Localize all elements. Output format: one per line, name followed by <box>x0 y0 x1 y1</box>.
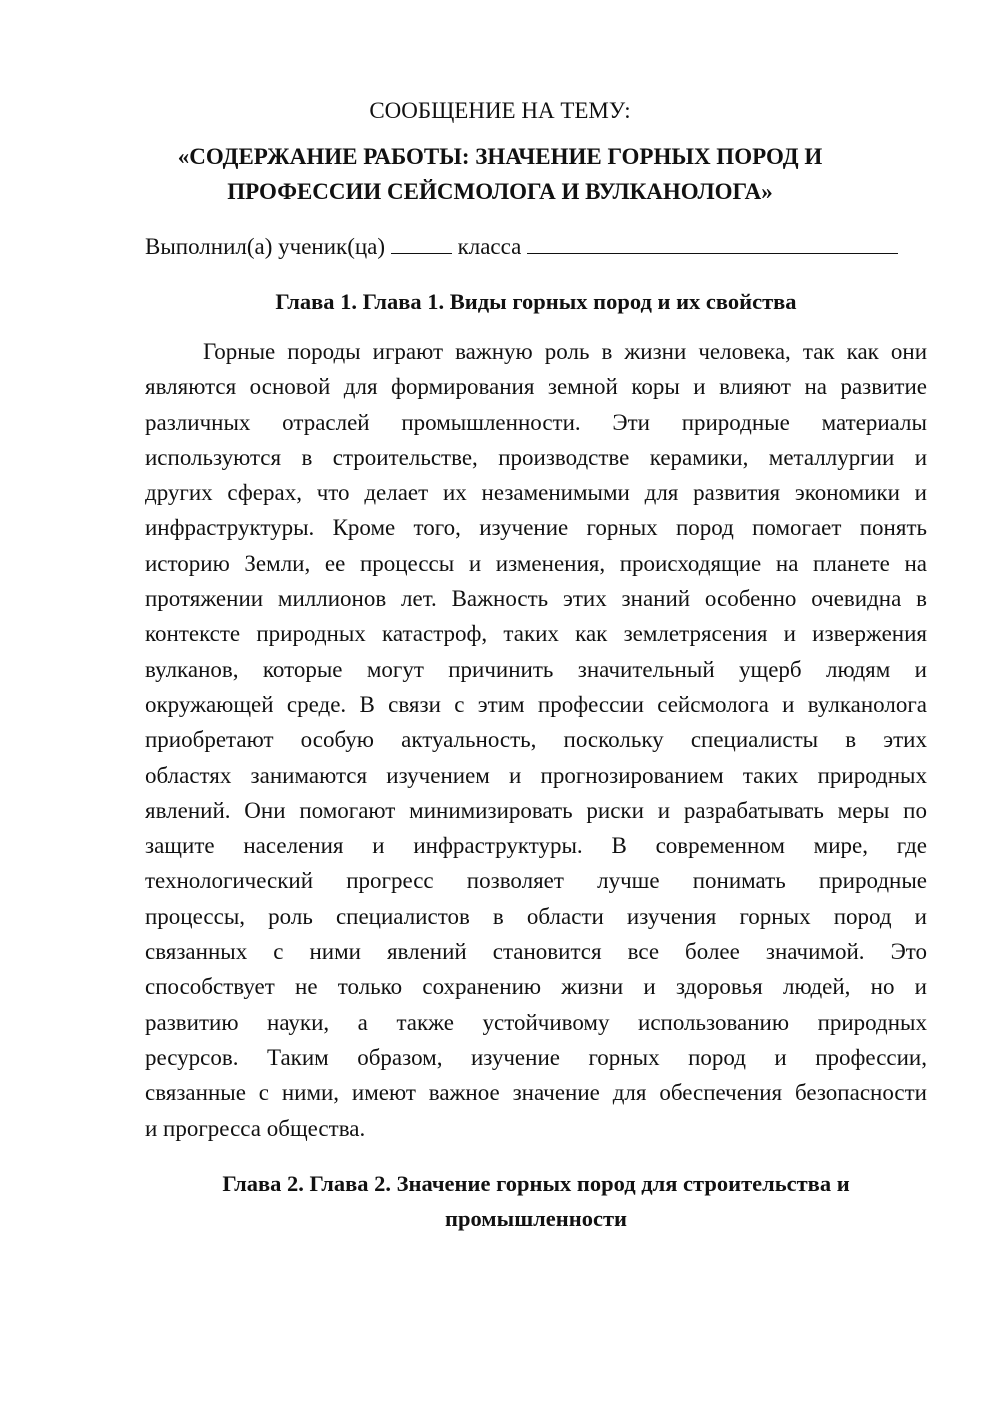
paragraph-line: способствует не только сохранению жизни и здоровья людей, но и <box>145 974 927 1000</box>
paragraph-line: вулканов, которые могут причинить значительный ущерб людям и <box>145 656 927 682</box>
paragraph-line: процессы, роль специалистов в области изучения горных пород и <box>145 903 927 929</box>
paragraph-line: ресурсов. Таким образом, изучение горных пород и профессии, <box>145 1044 927 1070</box>
paragraph-line: инфраструктуры. Кроме того, изучение горных пород помогает понять <box>145 515 927 541</box>
name-blank <box>527 233 898 254</box>
paragraph-line: Горные породы играют важную роль в жизни человека, так как они <box>203 339 927 364</box>
paragraph-line: контексте природных катастроф, таких как землетрясения и извержения <box>145 621 927 647</box>
paragraph-line: и прогресса общества. <box>145 1115 366 1141</box>
paragraph-line: протяжении миллионов лет. Важность этих знаний особенно очевидна в <box>145 586 927 612</box>
paragraph-line: явлений. Они помогают минимизировать риски и разрабатывать меры по <box>145 797 927 823</box>
paragraph-line: защите населения и инфраструктуры. В современном мире, где <box>145 833 927 859</box>
paragraph-line: используются в строительстве, производстве керамики, металлургии и <box>145 444 927 470</box>
paragraph-line: историю Земли, ее процессы и изменения, происходящие на планете на <box>145 550 927 576</box>
paragraph-line: являются основой для формирования земной коры и влияют на развитие <box>145 374 927 400</box>
chapter-1-paragraph <box>145 334 927 1146</box>
chapter-2-heading-line-2: промышленности <box>445 1206 627 1231</box>
chapter-1-heading: Глава 1. Глава 1. Виды горных пород и их свойства <box>275 289 797 314</box>
subject-line: СООБЩЕНИЕ НА ТЕМУ: <box>369 98 631 123</box>
paragraph-line: других сферах, что делает их незаменимыми для развития экономики и <box>145 480 927 506</box>
chapter-2-heading-line-1: Глава 2. Глава 2. Значение горных пород для строительства и <box>222 1171 850 1196</box>
paragraph-line: различных отраслей промышленности. Эти природные материалы <box>145 409 927 435</box>
document-title <box>0 139 1000 209</box>
class-label: класса <box>457 234 522 259</box>
paragraph-line: связанных с ними явлений становится все более значимой. Это <box>145 939 927 965</box>
author-line <box>145 231 925 263</box>
class-blank <box>391 233 452 254</box>
document-title-line-2: ПРОФЕССИИ СЕЙСМОЛОГА И ВУЛКАНОЛОГА» <box>227 179 773 204</box>
paragraph-line: технологический прогресс позволяет лучше понимать природные <box>145 868 927 894</box>
paragraph-line: областях занимаются изучением и прогнозированием таких природных <box>145 762 927 788</box>
paragraph-line: связанные с ними, имеют важное значение для обеспечения безопасности <box>145 1080 927 1106</box>
paragraph-line: приобретают особую актуальность, поскольку специалисты в этих <box>145 727 927 753</box>
paragraph-line: окружающей среде. В связи с этим профессии сейсмолога и вулканолога <box>145 691 927 717</box>
chapter-2-heading <box>145 1166 927 1236</box>
document-title-line-1: «СОДЕРЖАНИЕ РАБОТЫ: ЗНАЧЕНИЕ ГОРНЫХ ПОРОД И <box>177 144 823 169</box>
paragraph-line: развитию науки, а также устойчивому использованию природных <box>145 1009 927 1035</box>
author-prefix: Выполнил(а) ученик(ца) <box>145 234 386 259</box>
